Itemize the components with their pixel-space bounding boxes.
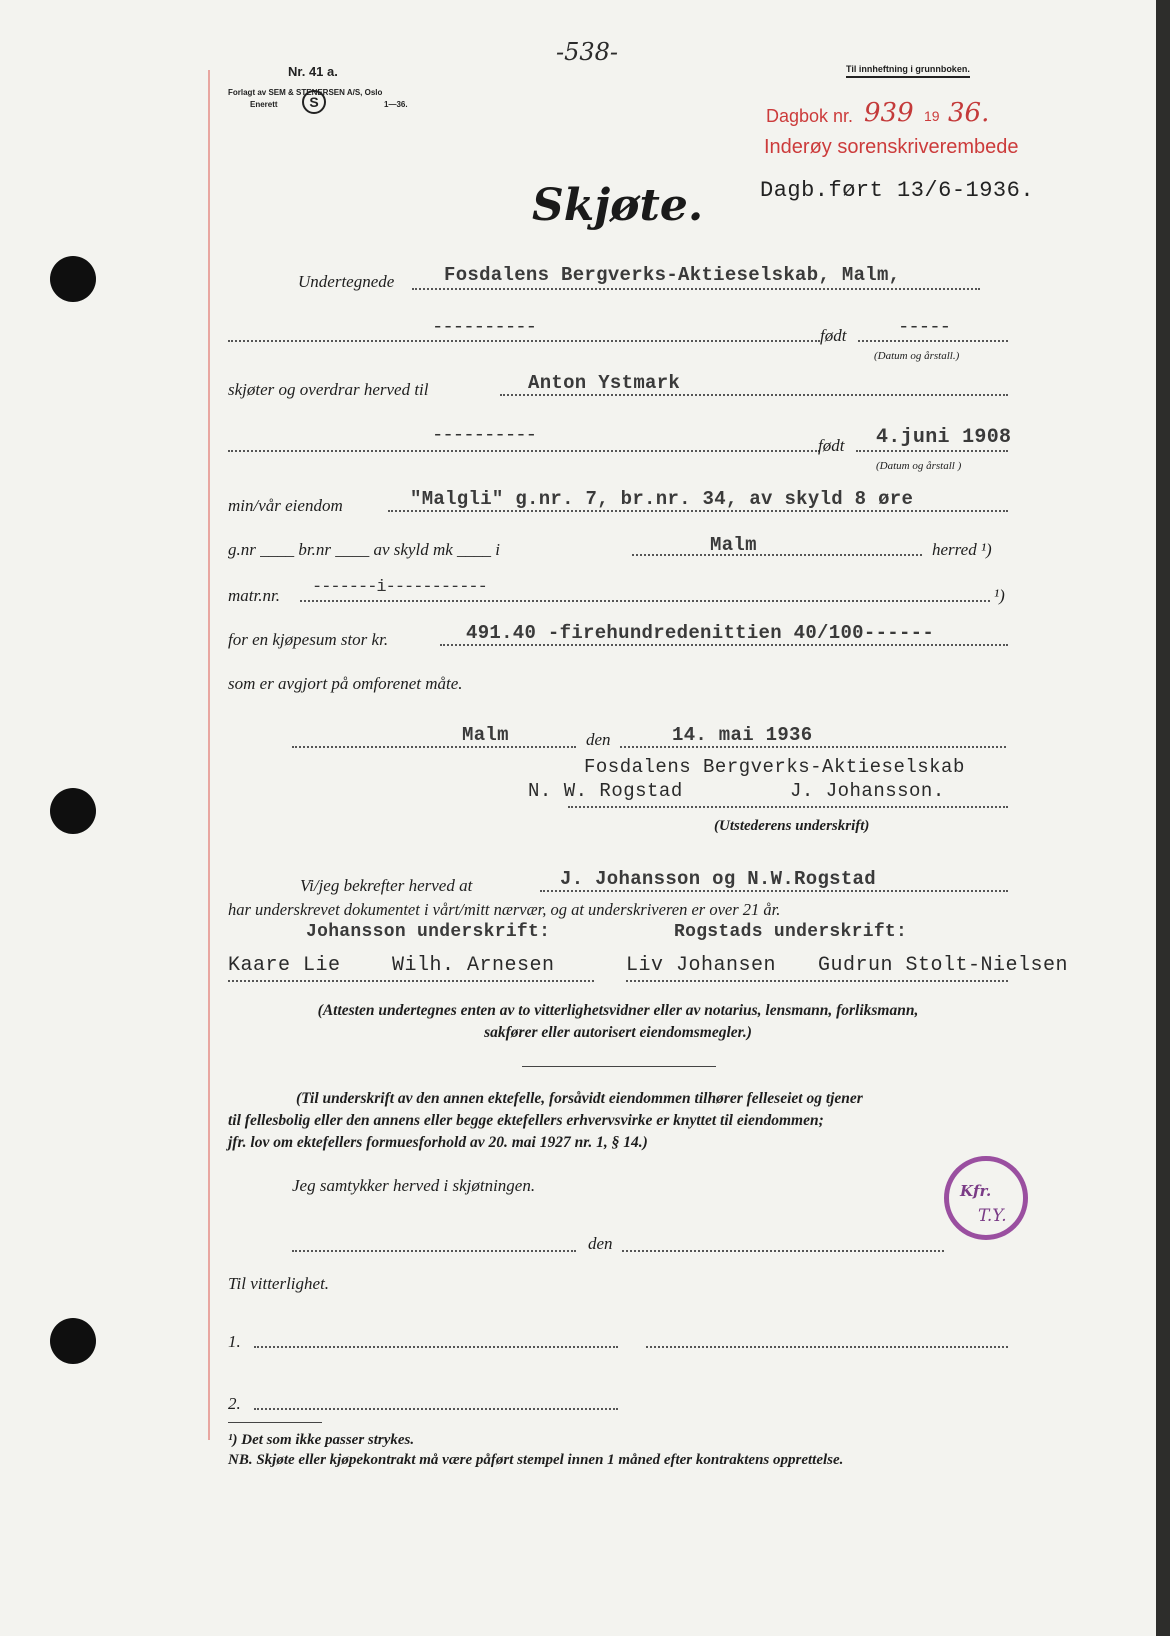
rogstad-heading: Rogstads underskrift: [674, 922, 908, 942]
dagbok-year-prefix: 19 [924, 108, 940, 124]
den-label: den [586, 730, 611, 749]
place-value: Malm [462, 724, 509, 746]
footnote-1: ¹) Det som ikke passer strykes. [228, 1432, 415, 1448]
spouse-note-2: til fellesbolig eller den annens eller begge ektefellers erhvervsvirke er knyttet til eiendommen; [228, 1112, 824, 1129]
field-line [620, 746, 1006, 748]
witness4: Gudrun Stolt-Nielsen [818, 954, 1069, 977]
publisher-line: Forlagt av SEM & STENERSEN A/S, Oslo [228, 88, 383, 97]
punch-hole [50, 788, 96, 834]
field-line [228, 450, 820, 452]
line4-value: ---------- [432, 424, 537, 446]
field-line [254, 1408, 618, 1410]
signer2: J. Johansson. [790, 780, 945, 802]
field-line [228, 340, 820, 342]
signature-line [626, 980, 1008, 982]
field-line [858, 340, 1008, 342]
field-line [412, 288, 980, 290]
kjopesum-value: 491.40 -firehundredenittien 40/100------ [466, 622, 935, 644]
dagbok-number: 939 [864, 98, 914, 128]
utsteder-label: (Utstederens underskrift) [714, 818, 870, 834]
undertegnede-value: Fosdalens Bergverks-Aktieselskab, Malm, [444, 264, 901, 286]
page-number: -538- [556, 38, 619, 66]
spouse-note-1: (Til underskrift av den annen ektefelle, forsåvidt eiendommen tilhører felleseiet og tjener [296, 1090, 863, 1107]
datum-hint: (Datum og årstall.) [874, 350, 960, 362]
field-line [292, 1250, 576, 1252]
skjoter-value: Anton Ystmark [528, 372, 681, 394]
field-line [646, 1346, 1008, 1348]
fodt-label: født [820, 326, 847, 345]
avgjort-text: som er avgjort på omforenet måte. [228, 674, 463, 693]
matr-suffix: ¹) [994, 586, 1005, 605]
underskrevet-text: har underskrevet dokumentet i vårt/mitt nærvær, og at underskriveren er over 21 år. [228, 900, 781, 919]
field-line [632, 554, 922, 556]
company-signature: Fosdalens Bergverks-Aktieselskab [584, 756, 965, 778]
eiendom-label: min/vår eiendom [228, 496, 343, 515]
undertegnede-label: Undertegnede [298, 272, 395, 291]
registration-note: Til innheftning i grunnboken. [846, 64, 970, 78]
margin-rule [208, 70, 210, 1440]
datum-hint: (Datum og årstall ) [876, 460, 962, 472]
fodt-label: født [818, 436, 845, 455]
gnr-label: g.nr ____ br.nr ____ av skyld mk ____ i [228, 540, 500, 559]
date-value: 14. mai 1936 [672, 724, 813, 746]
dagb-fort: Dagb.ført 13/6-1936. [760, 178, 1035, 203]
publisher-enerett: Enerett [250, 100, 278, 109]
witness1: Kaare Lie [228, 954, 341, 977]
bekrefter-label: Vi/jeg bekrefter herved at [300, 876, 473, 895]
skjoter-label: skjøter og overdrar herved til [228, 380, 429, 399]
gnr-value: Malm [710, 534, 757, 556]
office-name: Inderøy sorenskriverembede [764, 136, 1019, 158]
spouse-den-label: den [588, 1234, 613, 1253]
signer1: N. W. Rogstad [528, 780, 683, 802]
eiendom-value: "Malgli" g.nr. 7, br.nr. 34, av skyld 8 øre [410, 488, 914, 510]
matr-label: matr.nr. [228, 586, 280, 605]
field-line [292, 746, 576, 748]
herred-label: herred ¹) [932, 540, 992, 559]
punch-hole [50, 256, 96, 302]
footnote-2: NB. Skjøte eller kjøpekontrakt må være påført stempel innen 1 måned efter kontraktens opprettelse. [228, 1452, 844, 1468]
witness3: Liv Johansen [626, 954, 777, 977]
field-line [388, 510, 1008, 512]
field-line [440, 644, 1008, 646]
attest-note-2: sakfører eller autorisert eiendomsmegler.) [484, 1024, 752, 1041]
witness-item-2: 2. [228, 1394, 241, 1413]
publisher-date: 1—36. [384, 100, 408, 109]
vitterlighet-label: Til vitterlighet. [228, 1274, 330, 1293]
document-title: Skjøte. [532, 180, 704, 231]
matr-value: -------i----------- [312, 578, 487, 597]
field-line [300, 600, 990, 602]
field-line [500, 394, 1008, 396]
witness-item-1: 1. [228, 1332, 241, 1351]
scan-edge [1156, 0, 1170, 1636]
dagbok-label: Dagbok nr. [766, 106, 854, 126]
consent-text: Jeg samtykker herved i skjøtningen. [292, 1176, 536, 1195]
stamp-text-1: Kfr. [960, 1182, 992, 1200]
publisher-logo: S [302, 90, 326, 114]
field-line [254, 1346, 618, 1348]
attest-note-1: (Attesten undertegnes enten av to vitterlighetsvidner eller av notarius, lensmann, forliksmann, [317, 1002, 919, 1019]
spouse-note-3: jfr. lov om ektefellers formuesforhold av 20. mai 1927 nr. 1, § 14.) [228, 1134, 648, 1151]
witness2: Wilh. Arnesen [392, 954, 555, 977]
signature-line [228, 980, 594, 982]
divider [522, 1066, 716, 1067]
punch-hole [50, 1318, 96, 1364]
bekrefter-value: J. Johansson og N.W.Rogstad [560, 868, 876, 890]
field-line [622, 1250, 944, 1252]
field-line [540, 890, 1008, 892]
stamp-text-2: T.Y. [978, 1206, 1007, 1226]
field-line [856, 450, 1008, 452]
line2-value: ---------- [432, 316, 537, 338]
fodt2-value: 4.juni 1908 [876, 426, 1012, 449]
footnote-rule [228, 1422, 322, 1423]
kjopesum-label: for en kjøpesum stor kr. [228, 630, 389, 649]
dagbok-year: 36. [948, 98, 990, 128]
johansson-heading: Johansson underskrift: [306, 922, 551, 942]
fodt1-value: ----- [898, 316, 951, 338]
form-number: Nr. 41 a. [288, 64, 338, 79]
signature-line [568, 806, 1008, 808]
